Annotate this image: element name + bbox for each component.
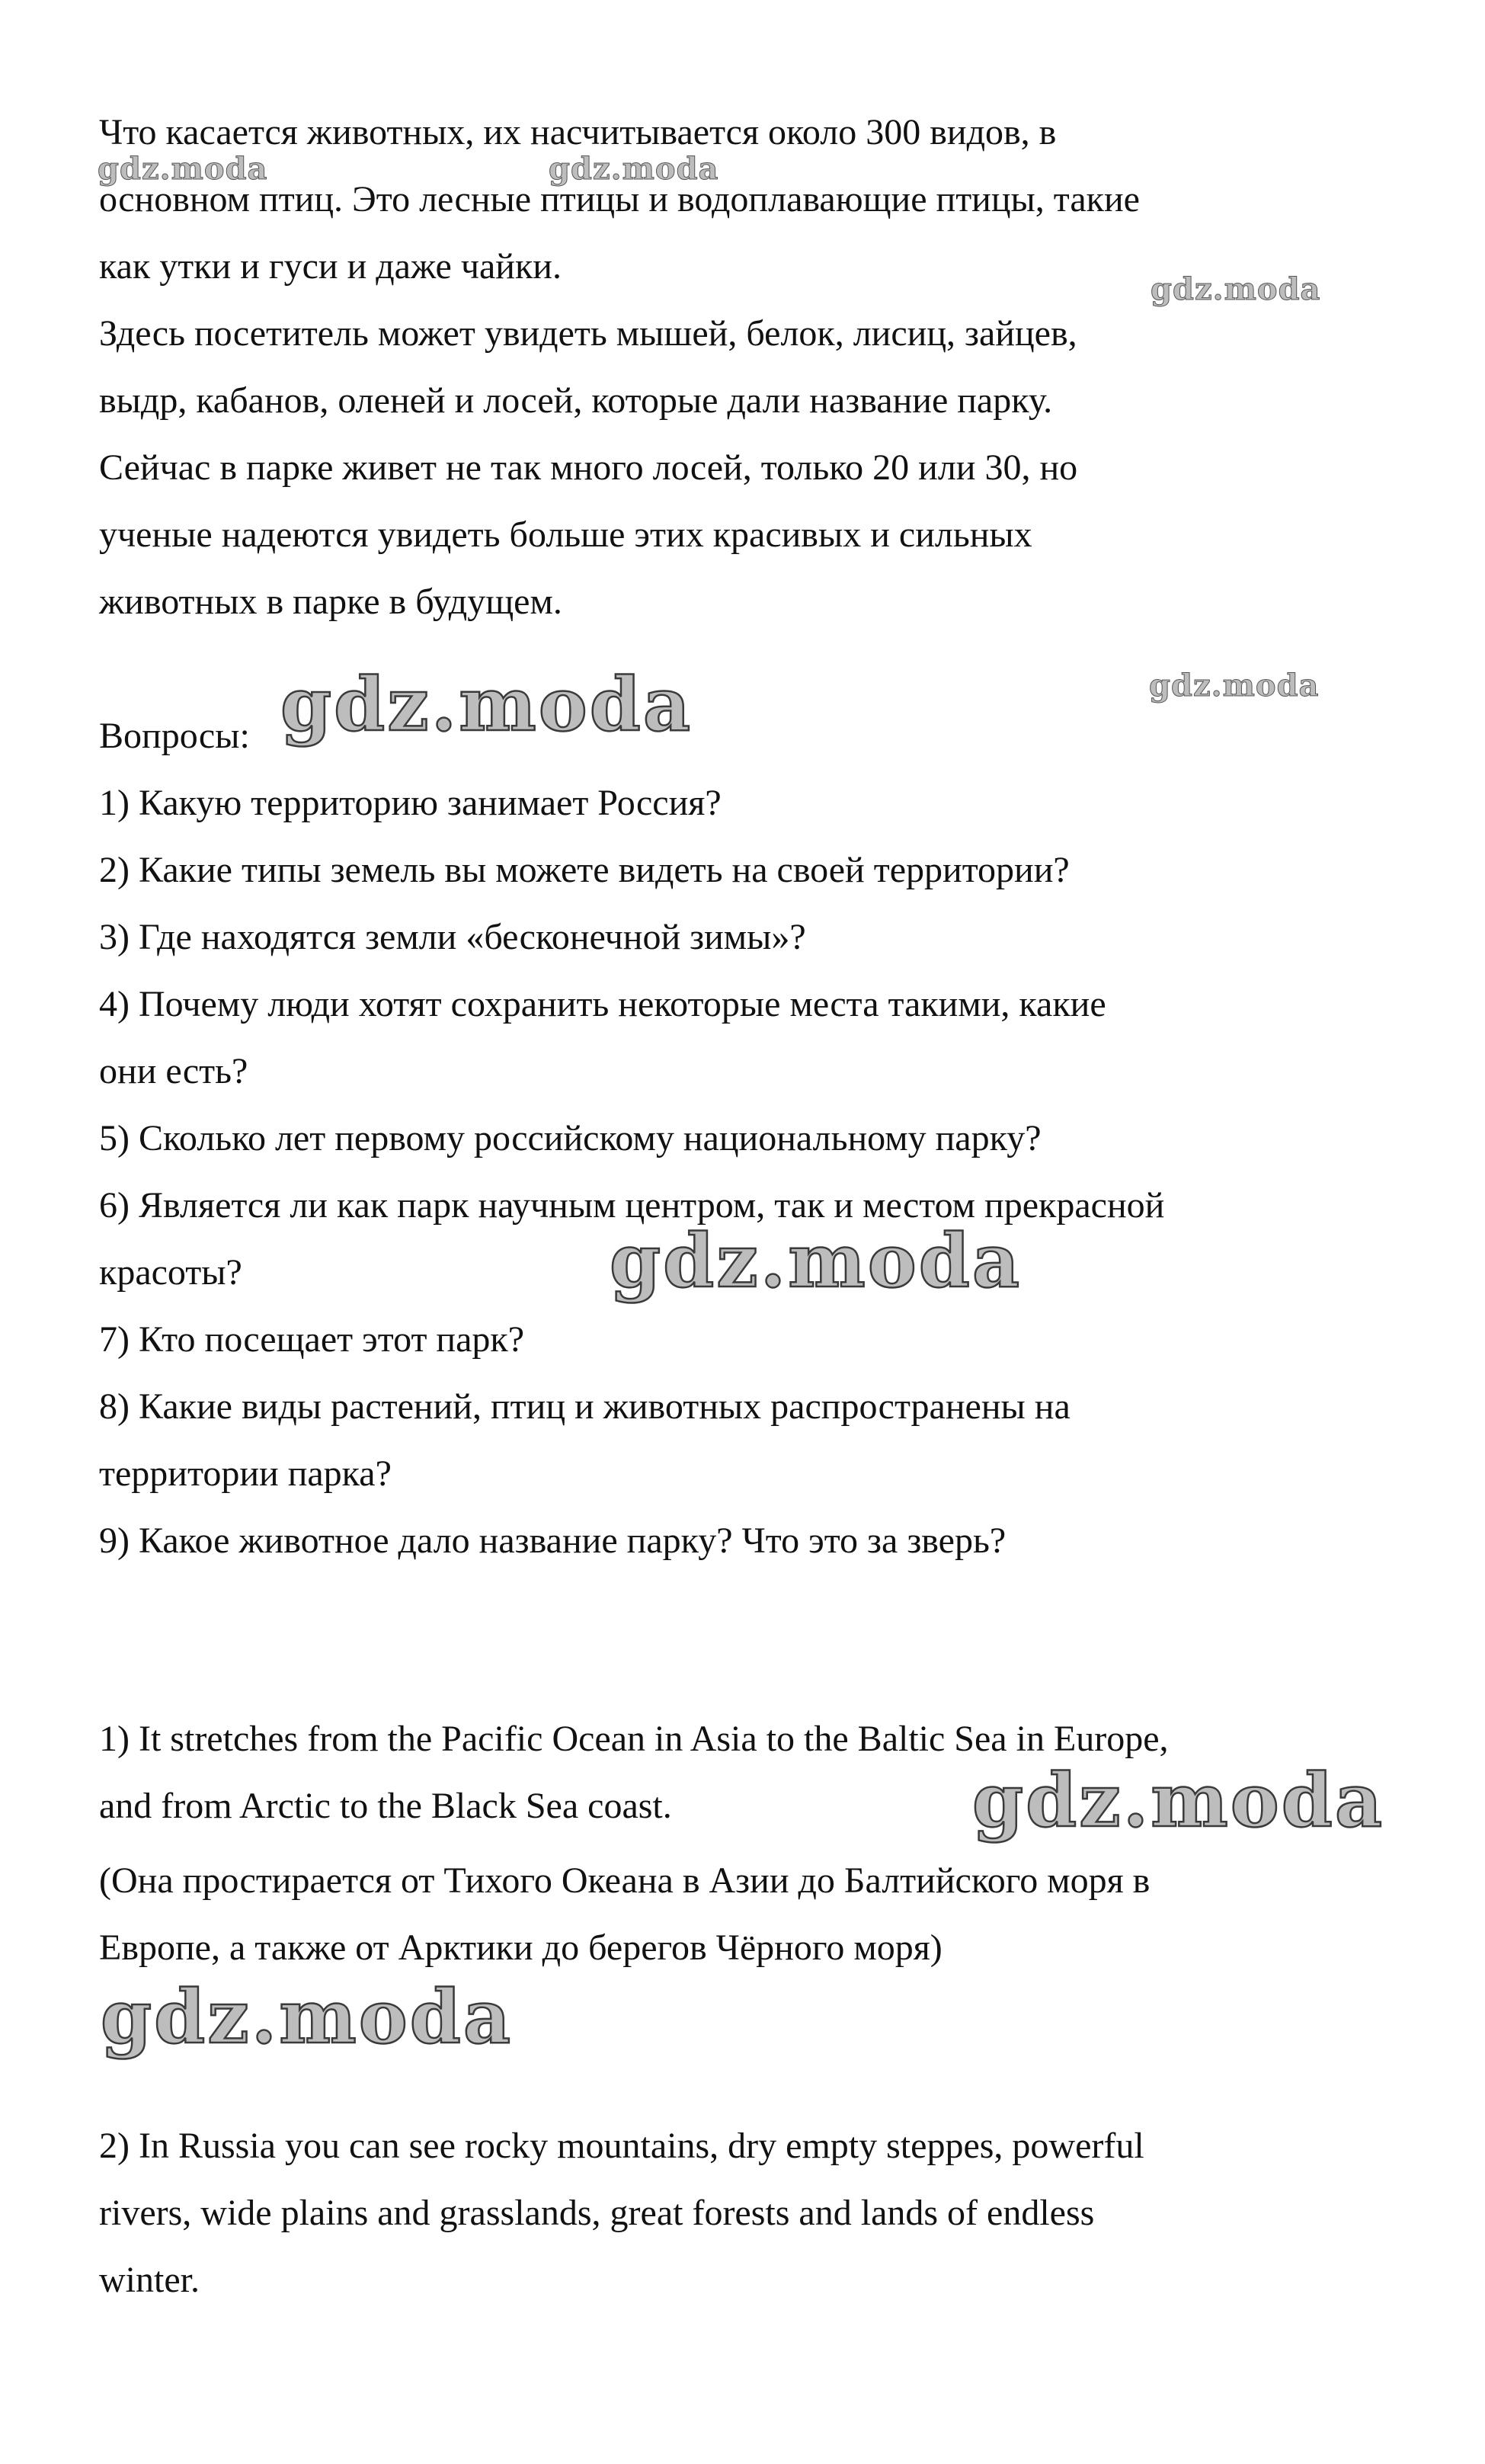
text-line: ученые надеются увидеть больше этих красивых и сильных bbox=[99, 514, 1032, 555]
text-line: Что касается животных, их насчитывается около 300 видов, в bbox=[99, 112, 1057, 152]
question-line: 3) Где находятся земли «бесконечной зимы»? bbox=[99, 917, 806, 957]
question-line: 9) Какое животное дало название парку? Что это за зверь? bbox=[99, 1520, 1007, 1561]
questions-heading: Вопросы: bbox=[99, 716, 250, 756]
text-line: Здесь посетитель может увидеть мышей, белок, лисиц, зайцев, bbox=[99, 313, 1077, 354]
question-line: 6) Является ли как парк научным центром, так и местом прекрасной bbox=[99, 1185, 1165, 1226]
text-line: как утки и гуси и даже чайки. bbox=[99, 246, 562, 287]
watermark: gdz.moda bbox=[98, 151, 268, 187]
text-line: основном птиц. Это лесные птицы и водоплавающие птицы, такие bbox=[99, 179, 1140, 219]
question-line: 7) Кто посещает этот парк? bbox=[99, 1319, 525, 1360]
text-line: животных в парке в будущем. bbox=[99, 582, 562, 622]
answer-line: rivers, wide plains and grasslands, great forests and lands of endless bbox=[99, 2193, 1095, 2233]
answer-line: winter. bbox=[99, 2260, 200, 2300]
translation-line: Европе, а также от Арктики до берегов Чёрного моря) bbox=[99, 1927, 943, 1968]
question-line: 2) Какие типы земель вы можете видеть на своей территории? bbox=[99, 850, 1070, 890]
answer-line: and from Arctic to the Black Sea coast. bbox=[99, 1786, 672, 1826]
translation-line: (Она простирается от Тихого Океана в Азии до Балтийского моря в bbox=[99, 1860, 1151, 1901]
watermark: gdz.moda bbox=[280, 662, 693, 748]
question-line: красоты? bbox=[99, 1252, 242, 1293]
watermark: gdz.moda bbox=[1149, 668, 1320, 703]
watermark: gdz.moda bbox=[972, 1757, 1385, 1844]
watermark: gdz.moda bbox=[1151, 271, 1321, 307]
watermark: gdz.moda bbox=[101, 1974, 514, 2060]
watermark: gdz.moda bbox=[610, 1218, 1023, 1304]
question-line: территории парка? bbox=[99, 1453, 392, 1494]
text-line: выдр, кабанов, оленей и лосей, которые дали название парку. bbox=[99, 380, 1053, 421]
question-line: 8) Какие виды растений, птиц и животных распространены на bbox=[99, 1386, 1071, 1427]
question-line: 4) Почему люди хотят сохранить некоторые места такими, какие bbox=[99, 984, 1106, 1024]
answer-line: 1) It stretches from the Pacific Ocean in Asia to the Baltic Sea in Europe, bbox=[99, 1719, 1169, 1759]
text-line: Сейчас в парке живет не так много лосей, только 20 или 30, но bbox=[99, 447, 1078, 488]
question-line: 1) Какую территорию занимает Россия? bbox=[99, 783, 722, 823]
watermark: gdz.moda bbox=[549, 151, 719, 187]
question-line: они есть? bbox=[99, 1051, 248, 1091]
answer-line: 2) In Russia you can see rocky mountains, dry empty steppes, powerful bbox=[99, 2126, 1144, 2166]
question-line: 5) Сколько лет первому российскому национальному парку? bbox=[99, 1118, 1042, 1158]
